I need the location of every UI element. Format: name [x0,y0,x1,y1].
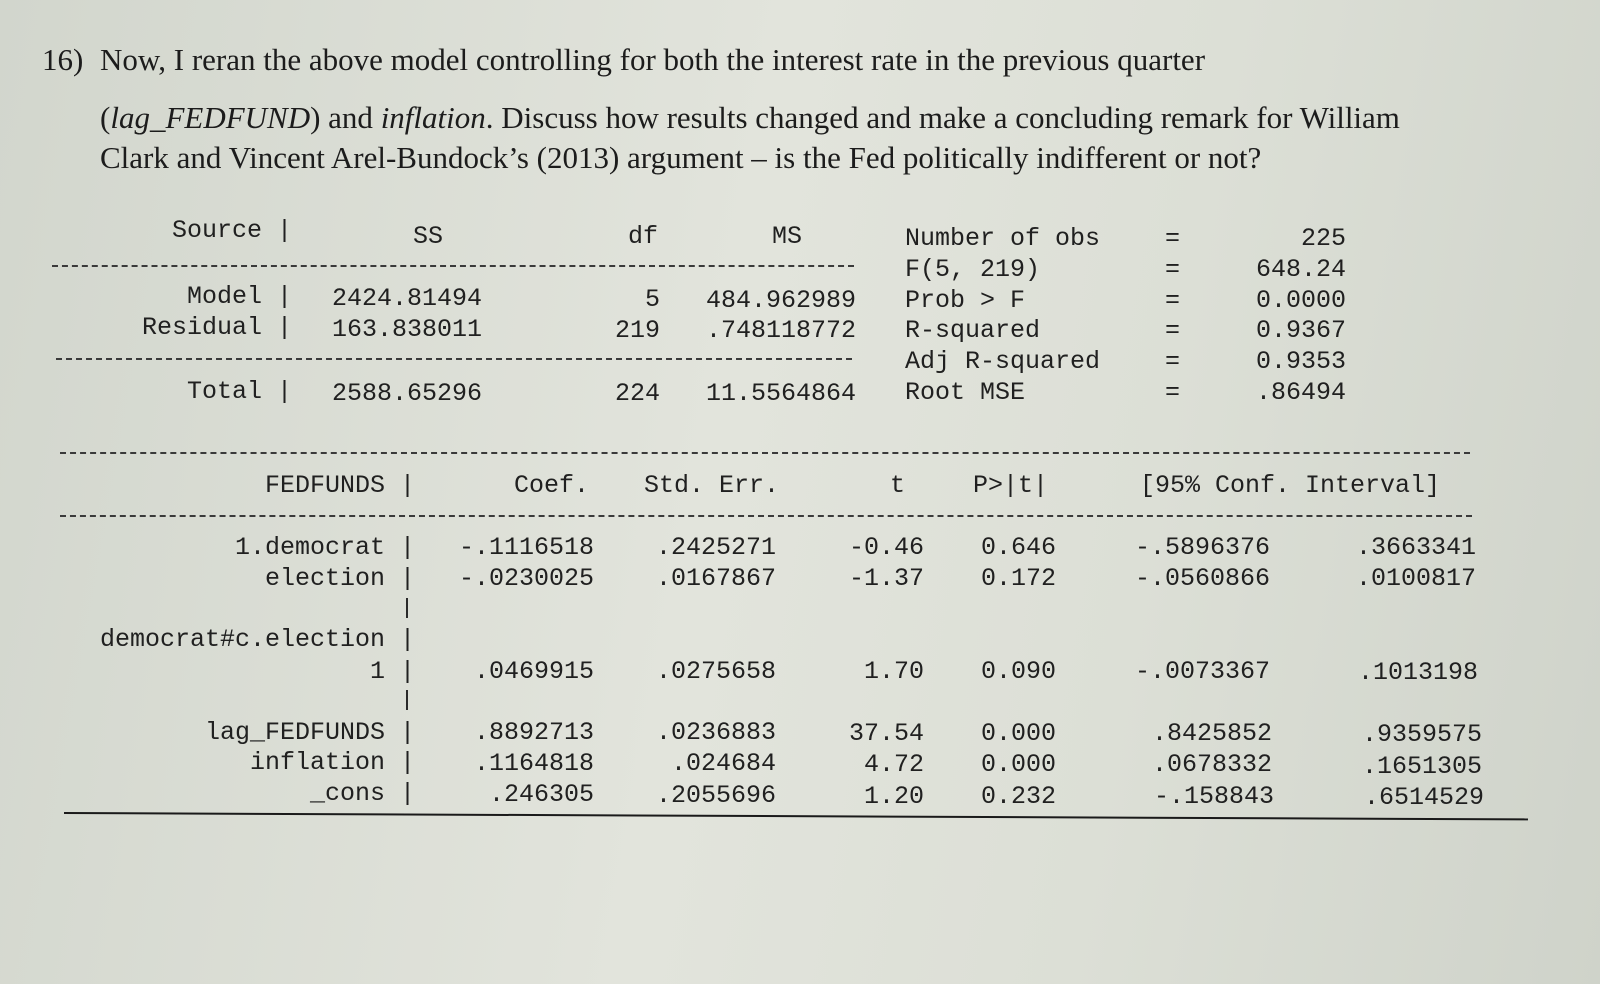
coef-header-se: Std. Err. [644,471,780,500]
table-separator [406,598,408,618]
stat-equals: = [1165,255,1181,284]
coef-header-p: P>|t| [973,471,1049,500]
coef-row-ci-low: .8425852 [1151,719,1272,748]
coef-row-p: 0.232 [980,782,1056,811]
coef-row-coef: .246305 [488,780,594,809]
coef-row-var: election | [264,564,415,593]
coef-row-var: inflation | [249,748,415,777]
coef-row-var: _cons | [309,779,415,808]
coef-row-ci-high: .1013198 [1357,658,1478,687]
coef-row-coef: .1164818 [473,749,594,778]
coef-row-t: 4.72 [863,750,924,779]
stat-value: .86494 [1255,378,1346,407]
anova-row-df: 219 [614,316,660,345]
coef-row-se: .024684 [670,749,776,778]
coef-row-ci-low: -.5896376 [1134,533,1270,562]
stat-equals: = [1165,378,1181,407]
coef-row-coef: .8892713 [473,718,594,747]
coef-row-p: 0.090 [980,657,1056,686]
coef-row-p: 0.000 [980,719,1056,748]
coef-row-var: lag_FEDFUNDS | [204,718,415,747]
question-number: 16) [42,42,84,77]
anova-divider-top [52,265,854,267]
coef-row-var: democrat#c.election | [99,625,415,654]
coef-row-ci-high: .6514529 [1363,783,1484,812]
anova-row-source: Model | [186,282,292,311]
stat-value: 0.9353 [1255,347,1346,376]
coef-header-coef: Coef. [514,471,590,500]
stat-equals: = [1165,286,1181,315]
question-text: . Discuss how results changed and make a concluding remark for William [485,100,1400,135]
anova-header-ss: SS [413,222,444,251]
coef-row-se: .0236883 [655,718,776,747]
anova-row-df: 5 [644,285,660,314]
coef-header-var: FEDFUNDS | [264,471,415,500]
anova-row-ss: 2588.65296 [332,379,483,408]
coef-row-t: 37.54 [848,719,924,748]
coef-row-ci-high: .9359575 [1361,720,1482,749]
coef-row-p: 0.646 [980,533,1056,562]
question-line-2 [100,100,1400,136]
question-line-3: Clark and Vincent Arel-Bundock’s (2013) argument – is the Fed politically indifferent or not? [100,140,1262,175]
question-line-1: Now, I reran the above model controlling for both the interest rate in the previous quarter [100,42,1206,77]
stat-label: Adj R-squared [905,347,1101,376]
stat-label: Number of obs [905,224,1101,253]
stat-value: 648.24 [1255,255,1346,284]
coef-row-se: .0167867 [655,564,776,593]
coef-divider-top [60,452,1470,454]
anova-row-df: 224 [614,379,660,408]
anova-header-df: df [628,222,659,251]
coef-row-t: -1.37 [848,564,924,593]
coef-row-t: 1.20 [863,782,924,811]
coef-row-se: .2055696 [655,781,776,810]
coef-row-t: -0.46 [848,533,924,562]
anova-row-ms: .748118772 [705,316,856,345]
stat-label: Prob > F [905,286,1026,315]
coef-header-t: t [890,471,906,500]
question-var-inflation: inflation [380,100,486,135]
anova-row-ms: 484.962989 [705,286,856,315]
question-var-lag: lag_FEDFUND [110,100,311,135]
table-separator [406,690,408,710]
stat-equals: = [1165,316,1181,345]
coef-row-coef: -.1116518 [458,533,594,562]
coef-row-var: 1.democrat | [234,533,415,562]
anova-row-ss: 2424.81494 [332,284,483,313]
coef-row-ci-high: .3663341 [1355,533,1476,562]
anova-header-ms: MS [772,222,803,251]
coef-row-ci-low: -.0560866 [1134,564,1270,593]
anova-row-ss: 163.838011 [332,315,483,344]
anova-row-source: Residual | [141,313,292,342]
stat-label: R-squared [905,316,1041,345]
anova-row-ms: 11.5564864 [705,379,856,408]
coef-row-p: 0.000 [980,750,1056,779]
stat-value: 0.9367 [1255,316,1346,345]
question-text: ( [100,100,111,135]
coef-row-p: 0.172 [980,564,1056,593]
coef-row-var: 1 | [369,657,415,686]
anova-divider-bottom [56,358,852,360]
coef-header-ci: [95% Conf. Interval] [1140,471,1441,500]
stat-equals: = [1165,224,1181,253]
coef-divider-mid [60,515,1472,517]
coef-row-ci-low: .0678332 [1151,750,1272,779]
stat-label: F(5, 219) [905,255,1041,284]
stat-value: 225 [1300,224,1346,253]
stat-equals: = [1165,347,1181,376]
anova-header-source: Source | [171,216,292,245]
coef-row-ci-high: .1651305 [1361,752,1482,781]
coef-row-ci-high: .0100817 [1355,564,1476,593]
anova-row-source: Total | [186,377,292,406]
coef-row-coef: .0469915 [473,657,594,686]
stat-label: Root MSE [905,378,1026,407]
coef-row-t: 1.70 [863,657,924,686]
coef-divider-bottom [64,812,1528,820]
coef-row-ci-low: -.0073367 [1134,657,1270,686]
coef-row-ci-low: -.158843 [1153,782,1274,811]
coef-row-se: .2425271 [655,533,776,562]
coef-row-se: .0275658 [655,657,776,686]
coef-row-coef: -.0230025 [458,564,594,593]
stat-value: 0.0000 [1255,286,1346,315]
question-text: ) and [310,100,381,135]
